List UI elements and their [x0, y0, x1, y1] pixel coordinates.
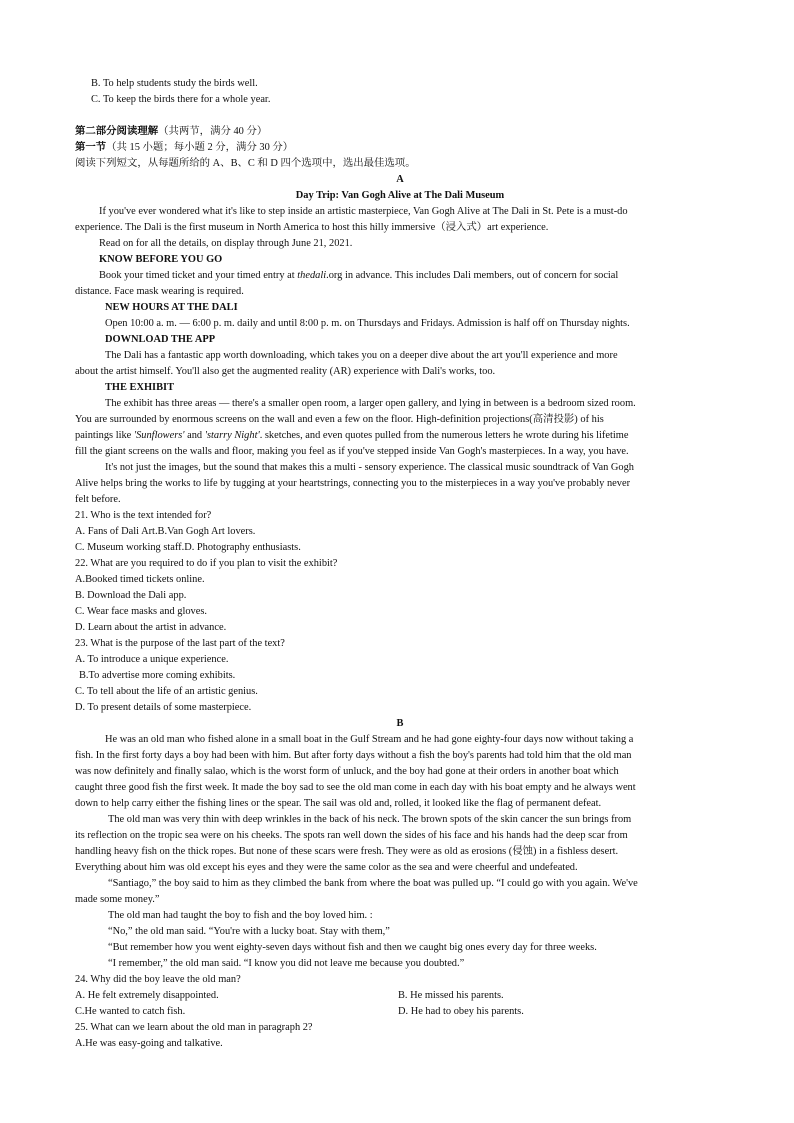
exhibit-line [75, 428, 725, 444]
question-option: C.He wanted to catch fish. [75, 1006, 186, 1017]
exhibit-text: and [184, 430, 205, 441]
passage-b-line: made some money.” [75, 894, 160, 905]
passage-b-line: The old man had taught the boy to fish and the boy loved him. : [108, 910, 373, 921]
question-stem: 21. Who is the text intended for? [75, 510, 212, 521]
hours-line: Open 10:00 a. m. — 6:00 p. m. daily and until 8:00 p. m. on Thursdays and Fridays. Admission is half off on Thursday nights. [105, 318, 630, 329]
know-line: distance. Face mask wearing is required. [75, 286, 244, 297]
question-stem: 25. What can we learn about the old man in paragraph 2? [75, 1022, 313, 1033]
section-heading-rest: （共两节，满分 40 分） [158, 126, 268, 137]
exam-page [75, 76, 725, 1052]
passage-a-intro-line: experience. The Dali is the first museum in North America to host this hilly immersive（浸入式）art experience. [75, 222, 549, 233]
passage-b-letter: B [396, 718, 404, 729]
question-option: A. He felt extremely disappointed. [75, 990, 219, 1001]
passage-a-intro-line: If you've ever wondered what it's like to step inside an artistic masterpiece, Van Gogh Alive at The Dali in St. Pete is a must-do [99, 206, 628, 217]
question-stem: 22. What are you required to do if you plan to visit the exhibit? [75, 558, 338, 569]
heading-the-exhibit: THE EXHIBIT [105, 382, 175, 393]
exhibit-text: paintings like [75, 430, 134, 441]
passage-a-title: Day Trip: Van Gogh Alive at The Dali Museum [295, 190, 505, 201]
exhibit-line: The exhibit has three areas — there's a smaller open room, a larger open gallery, and lying in between is a bedroom sized room. [105, 398, 636, 409]
heading-download-app: DOWNLOAD THE APP [105, 334, 216, 345]
passage-b-line: caught three good fish the first week. It made the boy sad to see the old man come in each day with his boat empty and he always went [75, 782, 636, 793]
question-option: C. To tell about the life of an artistic genius. [75, 686, 258, 697]
question-option: A. Fans of Dali Art.B.Van Gogh Art lovers. [75, 526, 256, 537]
passage-b-line: The old man was very thin with deep wrinkles in the back of his neck. The brown spots of the skin cancer the sun brings from [108, 814, 632, 825]
passage-b-line: fish. In the first forty days a boy had been with him. But after forty days without a fish the boy's parents had told him that the old man [75, 750, 632, 761]
question-option: C. Wear face masks and gloves. [75, 606, 207, 617]
know-text: Book your timed ticket and your timed entry at [99, 270, 298, 281]
passage-b-line: was now definitely and finally salao, which is the worst form of unluck, and the boy had gone at their orders in another boat which [75, 766, 619, 777]
passage-b-line: its reflection on the tropic sea were on his cheeks. The spots ran well down the sides of his face and his hands had the deep scar from [75, 830, 628, 841]
part-heading-rest: （共 15 小题；每小题 2 分，满分 30 分） [106, 142, 294, 153]
question-option: A.He was easy-going and talkative. [75, 1038, 223, 1049]
question-option: B. Download the Dali app. [75, 590, 187, 601]
passage-b-line: handling heavy fish on the thick ropes. But none of these scars were fresh. They were as old as erosions (侵蚀) in a fishless desert. [75, 846, 619, 857]
heading-know-before: KNOW BEFORE YOU GO [99, 254, 223, 265]
question-stem: 24. Why did the boy leave the old man? [75, 974, 241, 985]
know-text: .org in advance. This includes Dali members, out of concern for social [326, 270, 619, 281]
question-option: D. Learn about the artist in advance. [75, 622, 227, 633]
painting-sunflowers: 'Sunflowers' [133, 430, 185, 441]
question-option: A.Booked timed tickets online. [75, 574, 205, 585]
prev-option-c: C. To keep the birds there for a whole year. [91, 94, 271, 105]
passage-b-line: Everything about him was old except his eyes and they were the same color as the sea and were cheerful and undefeated. [75, 862, 578, 873]
part-heading-bold: 第一节 [75, 142, 107, 153]
question-stem: 23. What is the purpose of the last part of the text? [75, 638, 285, 649]
passage-b-line: “No,” the old man said. “You're with a lucky boat. Stay with them,” [108, 926, 390, 937]
question-option-row [75, 988, 725, 1004]
exhibit-line: fill the giant screens on the walls and floor, making you feel as if you've stepped inside Van Gogh's masterpieces. In a way, you have. [75, 446, 629, 457]
question-option: A. To introduce a unique experience. [75, 654, 229, 665]
exhibit-line: felt before. [75, 494, 121, 505]
painting-starry-night: 'starry Night' [204, 430, 260, 441]
question-option: D. To present details of some masterpiece. [75, 702, 252, 713]
exhibit-line: Alive helps bring the works to life by tugging at your heartstrings, connecting you to the misterpieces in a way you've probably never [75, 478, 631, 489]
know-line [75, 268, 725, 284]
passage-b-line: He was an old man who fished alone in a small boat in the Gulf Stream and he had gone eighty-four days now without taking a [105, 734, 634, 745]
passage-a-intro-line: Read on for all the details, on display through June 21, 2021. [99, 238, 353, 249]
question-option: B. He missed his parents. [398, 990, 504, 1001]
question-option-row [75, 1004, 725, 1020]
app-line: The Dali has a fantastic app worth downloading, which takes you on a deeper dive about the art you'll experience and more [105, 350, 618, 361]
site-name: thedali [297, 270, 327, 281]
instruction: 阅读下列短文，从每题所给的 A、B、C 和 D 四个选项中，选出最佳选项。 [75, 158, 416, 169]
prev-option-b: B. To help students study the birds well. [91, 78, 258, 89]
part-heading [75, 140, 725, 156]
question-option: B.To advertise more coming exhibits. [79, 670, 236, 681]
app-line: about the artist himself. You'll also get the augmented reality (AR) experience with Dali's works, too. [75, 366, 496, 377]
exhibit-text: . sketches, and even quotes pulled from the numerous letters he wrote during his lifetime [259, 430, 629, 441]
passage-b-line: down to help carry either the fishing lines or the spear. The sail was old and, rolled, it looked like the flag of permanent defeat. [75, 798, 602, 809]
section-heading-bold: 第二部分阅读理解 [75, 126, 159, 137]
exhibit-line: You are surrounded by enormous screens on the wall and even a few on the floor. High-definition projections(高清投影) of his [75, 414, 604, 425]
exhibit-line: It's not just the images, but the sound that makes this a multi - sensory experience. The classical music soundtrack of Van Gogh [105, 462, 634, 473]
passage-b-line: “Santiago,” the boy said to him as they climbed the bank from where the boat was pulled up. “I could go with you again. We've [108, 878, 638, 889]
question-option: C. Museum working staff.D. Photography enthusiasts. [75, 542, 301, 553]
heading-new-hours: NEW HOURS AT THE DALI [105, 302, 238, 313]
passage-b-line: “I remember,” the old man said. “I know you did not leave me because you doubted.” [108, 958, 465, 969]
question-option: D. He had to obey his parents. [398, 1006, 524, 1017]
passage-b-line: “But remember how you went eighty-seven days without fish and then we caught big ones every day for three weeks. [108, 942, 597, 953]
section-heading [75, 124, 725, 140]
passage-a-letter: A [396, 174, 404, 185]
